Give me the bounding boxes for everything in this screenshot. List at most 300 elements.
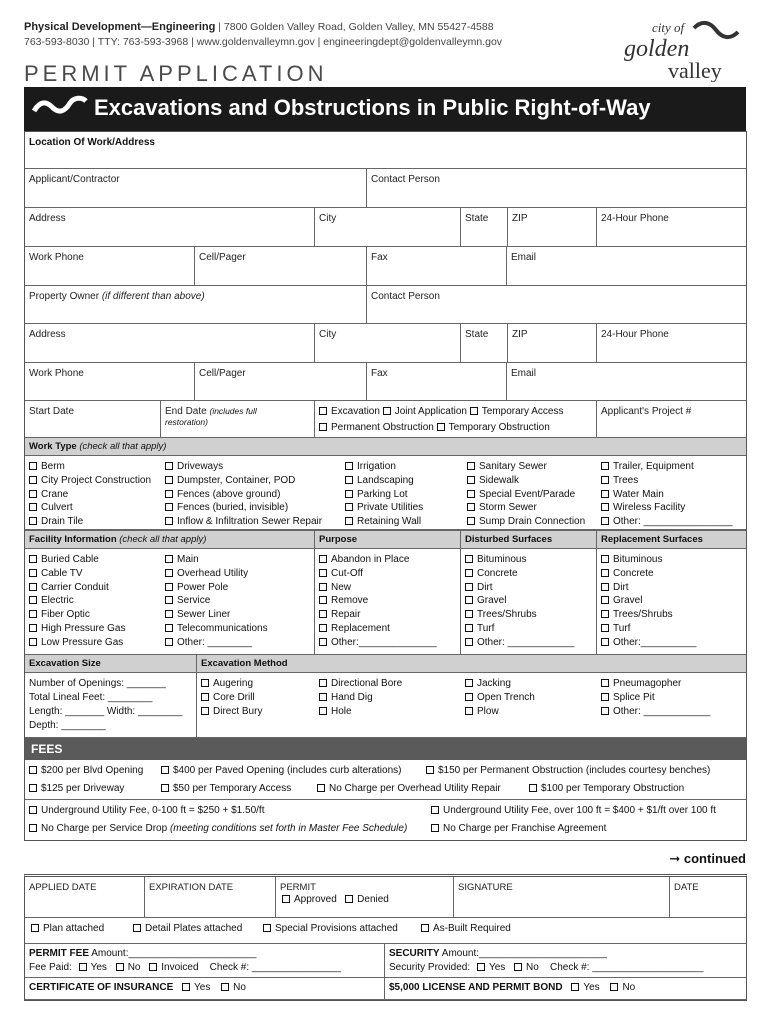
- owner-state-field[interactable]: State: [461, 324, 508, 362]
- excavation-method-label: Open Trench: [477, 691, 535, 703]
- purpose-label: Repair: [331, 609, 361, 621]
- arrow-right-icon: ➞: [669, 851, 681, 866]
- checkbox-icon: [165, 596, 173, 604]
- replacement-surface-label: Dirt: [613, 581, 629, 593]
- applicant-field[interactable]: Applicant/Contractor: [25, 169, 367, 207]
- excavation-size-field[interactable]: Depth: ________: [29, 720, 106, 731]
- facility-option[interactable]: [165, 567, 310, 581]
- checkbox-icon: [29, 490, 37, 498]
- permit-fee-block: PERMIT FEE Amount:_______________________ Fee Paid: Yes No Invoiced Check #: ________________: [25, 944, 385, 977]
- purpose-label: Other:______________: [331, 636, 437, 648]
- excavation-method-label: Pneumagopher: [613, 678, 682, 689]
- facility-option[interactable]: [29, 594, 157, 608]
- excavation-method-label: Hole: [331, 705, 352, 717]
- work-type-option[interactable]: [165, 515, 337, 529]
- checkbox-icon: [467, 517, 475, 525]
- facility-option[interactable]: [165, 636, 310, 650]
- contact-person-field[interactable]: Contact Person: [371, 174, 440, 185]
- checkbox-icon: [345, 503, 353, 511]
- facility-label: High Pressure Gas: [41, 622, 126, 634]
- owner-city-field[interactable]: City: [315, 324, 461, 362]
- end-date-field[interactable]: End Date (includes full restoration): [161, 401, 315, 437]
- checkbox-icon: [165, 624, 173, 632]
- project-number-field[interactable]: Applicant's Project #: [601, 406, 692, 417]
- work-type-label: Inflow & Infiltration Sewer Repair: [177, 516, 323, 528]
- checkbox-icon: [201, 707, 209, 715]
- facility-label: Electric: [41, 595, 74, 607]
- fee-service-drop[interactable]: No Charge per Service Drop (meeting conditions set forth in Master Fee Schedule): [29, 822, 407, 836]
- excavation-method-option[interactable]: [465, 691, 593, 705]
- disturbed-surface-option[interactable]: [465, 636, 592, 650]
- excavation-method-label: Other: ____________: [613, 705, 711, 717]
- excavation-method-label: Core Drill: [213, 691, 255, 703]
- owner-address-field[interactable]: Address: [25, 324, 315, 362]
- replacement-surface-label: Concrete: [613, 567, 654, 579]
- replacement-surface-label: Trees/Shrubs: [613, 609, 673, 621]
- work-type-option[interactable]: [345, 460, 459, 474]
- bond-block: $5,000 LICENSE AND PERMIT BOND Yes No: [389, 982, 636, 993]
- special-provisions-attached[interactable]: Special Provisions attached: [263, 922, 398, 936]
- permit-type-joint[interactable]: Joint Application: [383, 406, 467, 417]
- security-no[interactable]: No: [508, 962, 539, 973]
- work-type-option[interactable]: [467, 474, 593, 488]
- checkbox-icon: [29, 596, 37, 604]
- excavation-method-option[interactable]: [319, 677, 457, 691]
- excavation-method-option[interactable]: [319, 705, 457, 719]
- owner-email-field[interactable]: Email: [511, 368, 537, 379]
- disturbed-surface-label: Other: ____________: [477, 636, 575, 648]
- disturbed-surface-label: Gravel: [477, 595, 507, 607]
- checkbox-icon: [345, 476, 353, 484]
- work-type-option[interactable]: [29, 515, 157, 529]
- checkbox-icon: [319, 693, 327, 701]
- work-type-option[interactable]: [345, 488, 459, 502]
- work-type-option[interactable]: [345, 515, 459, 529]
- work-type-option[interactable]: [29, 460, 157, 474]
- replacement-surface-option[interactable]: [601, 608, 742, 622]
- work-type-option[interactable]: [29, 501, 157, 515]
- title-bar: [24, 87, 746, 131]
- wave-icon: [32, 95, 88, 121]
- checkbox-icon: [165, 503, 173, 511]
- checkbox-icon: [601, 503, 609, 511]
- excavation-method-label: Plow: [477, 705, 499, 717]
- excavation-method-option[interactable]: [201, 691, 311, 705]
- department-name: Physical Development—Engineering: [24, 21, 216, 33]
- fee-check-number[interactable]: Check #: ________________: [209, 961, 341, 973]
- facility-label: Fiber Optic: [41, 609, 90, 621]
- department-line: Physical Development—Engineering | 7800 Golden Valley Road, Golden Valley, MN 55427-4588: [24, 21, 494, 33]
- disturbed-header: Disturbed Surfaces: [461, 531, 597, 548]
- checkbox-icon: [319, 638, 327, 646]
- checkbox-icon: [345, 462, 353, 470]
- permit-approved[interactable]: Approved: [282, 894, 337, 905]
- work-type-option[interactable]: [467, 488, 593, 502]
- work-type-label: Private Utilities: [357, 502, 424, 514]
- purpose-option[interactable]: [319, 553, 456, 567]
- checkbox-icon: [465, 638, 473, 646]
- applied-date-field[interactable]: APPLIED DATE: [25, 877, 145, 917]
- checkbox-icon: [165, 517, 173, 525]
- facility-option[interactable]: [29, 567, 157, 581]
- checkbox-icon: [165, 569, 173, 577]
- work-type-option[interactable]: [29, 488, 157, 502]
- facility-option[interactable]: [165, 622, 310, 636]
- disturbed-surface-label: Trees/Shrubs: [477, 609, 537, 621]
- checkbox-icon: [165, 583, 173, 591]
- plan-attached[interactable]: Plan attached: [31, 922, 104, 936]
- replacement-surface-label: Bituminous: [613, 554, 663, 565]
- checkbox-icon: [601, 624, 609, 632]
- checkbox-icon: [319, 624, 327, 632]
- checkbox-icon: [467, 490, 475, 498]
- replacement-surface-option[interactable]: [601, 622, 742, 636]
- work-type-option[interactable]: [345, 501, 459, 515]
- bond-no[interactable]: No: [602, 982, 635, 993]
- excavation-size-field[interactable]: Total Lineal Feet: ________: [29, 692, 153, 703]
- facility-option[interactable]: [29, 553, 157, 567]
- work-type-option[interactable]: [467, 460, 593, 474]
- work-type-label: Retaining Wall: [357, 516, 422, 528]
- owner-field[interactable]: Property Owner (if different than above): [25, 286, 367, 323]
- as-built-required[interactable]: As-Built Required: [421, 922, 511, 936]
- work-type-option[interactable]: [467, 501, 593, 515]
- work-type-option[interactable]: [165, 488, 337, 502]
- detail-plates-attached[interactable]: Detail Plates attached: [133, 922, 242, 936]
- facility-label: Sewer Liner: [177, 609, 231, 621]
- checkbox-icon: [467, 462, 475, 470]
- checkbox-icon: [165, 476, 173, 484]
- checkbox-icon: [601, 462, 609, 470]
- location-field[interactable]: Location Of Work/Address: [29, 137, 155, 148]
- replacement-surface-option[interactable]: [601, 636, 742, 650]
- checkbox-icon: [345, 517, 353, 525]
- work-type-option[interactable]: [165, 474, 337, 488]
- purpose-option[interactable]: [319, 567, 456, 581]
- purpose-option[interactable]: [319, 594, 456, 608]
- purpose-label: Remove: [331, 595, 369, 607]
- permit-denied[interactable]: Denied: [345, 894, 389, 905]
- checkbox-icon: [29, 624, 37, 632]
- office-use-section: [24, 874, 747, 1001]
- fee-underground-over-100[interactable]: Underground Utility Fee, over 100 ft = $400 + $1/ft over 100 ft: [431, 804, 716, 818]
- checkbox-icon: [601, 610, 609, 618]
- zip-field[interactable]: ZIP: [508, 208, 597, 246]
- checkbox-icon: [601, 638, 609, 646]
- fee-paid-no[interactable]: No: [110, 962, 141, 973]
- replacement-surface-label: Gravel: [613, 595, 643, 607]
- excavation-method-option[interactable]: [319, 691, 457, 705]
- excavation-method-option[interactable]: [601, 677, 742, 691]
- checkbox-icon: [319, 555, 327, 563]
- fee-temp-obstruction[interactable]: $100 per Temporary Obstruction: [529, 782, 684, 796]
- disturbed-surface-option[interactable]: [465, 594, 592, 608]
- work-type-label: Trees: [613, 474, 639, 486]
- replacement-surface-option[interactable]: [601, 581, 742, 595]
- checkbox-icon: [319, 707, 327, 715]
- replacement-surface-option[interactable]: [601, 567, 742, 581]
- excavation-method-label: Jacking: [477, 678, 511, 689]
- permit-type-excavation[interactable]: Excavation: [319, 406, 380, 417]
- checkbox-icon: [467, 476, 475, 484]
- checkbox-icon: [601, 555, 609, 563]
- fee-blvd-opening[interactable]: $200 per Blvd Opening: [29, 764, 143, 778]
- logo-golden: golden: [624, 36, 690, 62]
- checkbox-icon: [465, 583, 473, 591]
- owner-work-phone-field[interactable]: Work Phone: [25, 363, 195, 400]
- facility-option[interactable]: [165, 581, 310, 595]
- work-type-label: Dumpster, Container, POD: [177, 474, 296, 486]
- fee-driveway[interactable]: $125 per Driveway: [29, 782, 124, 796]
- work-type-label: Other: ________________: [613, 516, 733, 528]
- facility-label: Low Pressure Gas: [41, 636, 124, 648]
- checkbox-icon: [465, 610, 473, 618]
- facility-label: Buried Cable: [41, 554, 99, 565]
- checkbox-icon: [165, 610, 173, 618]
- checkbox-icon: [465, 624, 473, 632]
- department-address: 7800 Golden Valley Road, Golden Valley, MN 55427-4588: [223, 21, 494, 33]
- work-type-label: Parking Lot: [357, 488, 408, 500]
- facility-label: Carrier Conduit: [41, 581, 109, 593]
- disturbed-surface-option[interactable]: [465, 567, 592, 581]
- fee-permanent-obstruction[interactable]: $150 per Permanent Obstruction (includes courtesy benches): [426, 764, 710, 778]
- checkbox-icon: [601, 490, 609, 498]
- excavation-method-label: Augering: [213, 678, 254, 689]
- city-field[interactable]: City: [315, 208, 461, 246]
- replacement-header: Replacement Surfaces: [597, 531, 746, 548]
- disturbed-surface-option[interactable]: [465, 581, 592, 595]
- purpose-option[interactable]: [319, 622, 456, 636]
- checkbox-icon: [601, 569, 609, 577]
- fax-field[interactable]: Fax: [367, 247, 507, 285]
- work-type-label: Special Event/Parade: [479, 488, 576, 500]
- disturbed-surface-label: Bituminous: [477, 554, 527, 565]
- excavation-method-option[interactable]: [201, 705, 311, 719]
- fee-underground-0-100[interactable]: Underground Utility Fee, 0-100 ft = $250 + $1.50/ft: [29, 804, 264, 818]
- excavation-method-label: Hand Dig: [331, 691, 373, 703]
- replacement-surface-label: Other:__________: [613, 636, 697, 648]
- fee-temp-access[interactable]: $50 per Temporary Access: [161, 782, 291, 796]
- facility-label: Other: ________: [177, 636, 253, 648]
- checkbox-icon: [467, 503, 475, 511]
- owner-zip-field[interactable]: ZIP: [508, 324, 597, 362]
- facility-option[interactable]: [165, 553, 310, 567]
- permit-type-perm-obstruction[interactable]: Permanent Obstruction: [319, 422, 434, 433]
- logo-valley: valley: [668, 58, 722, 82]
- work-type-option[interactable]: [601, 488, 742, 502]
- work-type-option[interactable]: [165, 460, 337, 474]
- permit-fee-amount[interactable]: Amount:_______________________: [91, 948, 257, 959]
- work-type-label: Wireless Facility: [613, 502, 686, 514]
- work-type-label: Sump Drain Connection: [479, 516, 586, 528]
- work-type-label: Storm Sewer: [479, 502, 537, 514]
- excavation-method-label: Direct Bury: [213, 705, 263, 717]
- work-type-options: [25, 455, 746, 530]
- state-field[interactable]: State: [461, 208, 508, 246]
- permit-type-temp-access[interactable]: Temporary Access: [470, 406, 564, 417]
- facility-option[interactable]: [165, 594, 310, 608]
- excavation-method-option[interactable]: [201, 677, 311, 691]
- golden-valley-logo: [622, 18, 740, 82]
- checkbox-icon: [165, 490, 173, 498]
- expiration-date-field[interactable]: EXPIRATION DATE: [145, 877, 276, 917]
- cell-field[interactable]: Cell/Pager: [195, 247, 367, 285]
- excavation-size-field[interactable]: Length: _______ Width: ________: [29, 706, 183, 717]
- work-type-option[interactable]: [601, 474, 742, 488]
- facility-header: Facility Information (check all that apply): [25, 531, 315, 548]
- checkbox-icon: [601, 517, 609, 525]
- checkbox-icon: [29, 517, 37, 525]
- form-title: Excavations and Obstructions in Public Right-of-Way: [94, 95, 651, 120]
- checkbox-icon: [29, 476, 37, 484]
- checkbox-icon: [29, 555, 37, 563]
- excavation-method-option[interactable]: [465, 677, 593, 691]
- checkbox-icon: [601, 583, 609, 591]
- facility-label: Main: [177, 554, 199, 565]
- disturbed-surface-option[interactable]: [465, 608, 592, 622]
- security-check-number[interactable]: Check #: ____________________: [549, 961, 704, 973]
- owner-contact-field[interactable]: Contact Person: [371, 291, 440, 302]
- checkbox-icon: [601, 693, 609, 701]
- checkbox-icon: [601, 679, 609, 687]
- work-type-option[interactable]: [165, 501, 337, 515]
- fees-header: FEES: [25, 738, 746, 760]
- permit-type-group: [315, 401, 597, 437]
- continued-label: ➞ continued: [669, 851, 746, 866]
- application-form: [24, 131, 747, 841]
- checkbox-icon: [29, 638, 37, 646]
- excavation-method-option[interactable]: [601, 705, 742, 719]
- fee-paid-invoiced[interactable]: Invoiced: [143, 962, 198, 973]
- purpose-label: Replacement: [331, 622, 390, 634]
- disturbed-surface-option[interactable]: [465, 553, 592, 567]
- facility-label: Cable TV: [41, 567, 83, 579]
- checkbox-icon: [201, 693, 209, 701]
- checkbox-icon: [165, 555, 173, 563]
- checkbox-icon: [465, 693, 473, 701]
- checkbox-icon: [201, 679, 209, 687]
- work-type-label: Crane: [41, 488, 69, 500]
- purpose-label: Abandon in Place: [331, 554, 410, 565]
- work-type-option[interactable]: [345, 474, 459, 488]
- facility-option[interactable]: [29, 581, 157, 595]
- purpose-option[interactable]: [319, 581, 456, 595]
- work-type-label: Drain Tile: [41, 516, 84, 528]
- insurance-block: CERTIFICATE OF INSURANCE Yes No: [25, 978, 385, 999]
- checkbox-icon: [165, 638, 173, 646]
- checkbox-icon: [601, 476, 609, 484]
- checkbox-icon: [29, 462, 37, 470]
- permit-decision: PERMIT Approved Denied: [276, 877, 454, 917]
- work-type-option[interactable]: [601, 460, 742, 474]
- disturbed-surface-label: Turf: [477, 622, 495, 634]
- fee-franchise-agreement[interactable]: No Charge per Franchise Agreement: [431, 822, 606, 836]
- excavation-method-option[interactable]: [601, 691, 742, 705]
- disturbed-surface-label: Concrete: [477, 567, 518, 579]
- work-type-label: Sanitary Sewer: [479, 461, 547, 472]
- purpose-option[interactable]: [319, 608, 456, 622]
- facility-option[interactable]: [29, 608, 157, 622]
- owner-fax-field[interactable]: Fax: [367, 363, 507, 400]
- checkbox-icon: [601, 707, 609, 715]
- excavation-size-header: Excavation Size: [25, 655, 197, 672]
- excavation-method-option[interactable]: [465, 705, 593, 719]
- checkbox-icon: [29, 503, 37, 511]
- start-date-field[interactable]: Start Date: [25, 401, 161, 437]
- checkbox-icon: [319, 679, 327, 687]
- replacement-surface-option[interactable]: [601, 553, 742, 567]
- permit-type-temp-obstruction[interactable]: Temporary Obstruction: [437, 422, 550, 433]
- doc-type: PERMIT APPLICATION: [24, 61, 328, 86]
- disturbed-surface-label: Dirt: [477, 581, 493, 593]
- checkbox-icon: [465, 679, 473, 687]
- bond-yes[interactable]: Yes: [565, 982, 599, 993]
- date-field[interactable]: DATE: [674, 882, 699, 893]
- checkbox-icon: [345, 490, 353, 498]
- facility-label: Telecommunications: [177, 622, 268, 634]
- work-type-label: Sidewalk: [479, 474, 520, 486]
- purpose-label: New: [331, 581, 352, 593]
- checkbox-icon: [319, 596, 327, 604]
- checkbox-icon: [465, 569, 473, 577]
- phone24-field[interactable]: 24-Hour Phone: [601, 213, 669, 224]
- email-field[interactable]: Email: [511, 252, 537, 263]
- excavation-method-label: Directional Bore: [331, 678, 403, 689]
- insurance-no[interactable]: No: [213, 982, 246, 993]
- address-field[interactable]: Address: [25, 208, 315, 246]
- excavation-size-field[interactable]: Number of Openings: _______: [29, 678, 166, 689]
- checkbox-icon: [601, 596, 609, 604]
- signature-field[interactable]: SIGNATURE: [454, 877, 670, 917]
- logo-swoosh-icon: [694, 23, 738, 37]
- checkbox-icon: [465, 707, 473, 715]
- work-type-option[interactable]: [601, 515, 742, 529]
- facility-option[interactable]: [29, 636, 157, 650]
- work-type-option[interactable]: [601, 501, 742, 515]
- purpose-option[interactable]: [319, 636, 456, 650]
- disturbed-surface-option[interactable]: [465, 622, 592, 636]
- checkbox-icon: [465, 596, 473, 604]
- work-type-header: Work Type (check all that apply): [25, 438, 746, 455]
- owner-phone24-field[interactable]: 24-Hour Phone: [601, 329, 669, 340]
- security-yes[interactable]: Yes: [473, 962, 505, 973]
- facility-option[interactable]: [29, 622, 157, 636]
- checkbox-icon: [465, 555, 473, 563]
- fee-paved-opening[interactable]: $400 per Paved Opening (includes curb alterations): [161, 764, 401, 778]
- work-type-option[interactable]: [467, 515, 593, 529]
- work-type-label: Irrigation: [357, 461, 396, 472]
- checkbox-icon: [319, 583, 327, 591]
- security-block: SECURITY Amount:_______________________ Security Provided: Yes No Check #: ____________________: [389, 948, 704, 973]
- facility-label: Power Pole: [177, 581, 229, 593]
- checkbox-icon: [319, 610, 327, 618]
- work-type-option[interactable]: [29, 474, 157, 488]
- checkbox-icon: [29, 583, 37, 591]
- fee-paid-yes[interactable]: Yes: [75, 962, 107, 973]
- checkbox-icon: [319, 569, 327, 577]
- work-phone-field[interactable]: Work Phone: [25, 247, 195, 285]
- insurance-yes[interactable]: Yes: [176, 982, 210, 993]
- work-type-label: Landscaping: [357, 474, 414, 486]
- owner-cell-field[interactable]: Cell/Pager: [195, 363, 367, 400]
- work-type-label: Fences (buried, invisible): [177, 502, 289, 514]
- facility-option[interactable]: [165, 608, 310, 622]
- fee-overhead-utility[interactable]: No Charge per Overhead Utility Repair: [317, 782, 501, 796]
- purpose-label: Cut-Off: [331, 567, 364, 579]
- work-type-label: Culvert: [41, 502, 73, 514]
- replacement-surface-option[interactable]: [601, 594, 742, 608]
- security-amount[interactable]: Amount:_______________________: [441, 948, 607, 959]
